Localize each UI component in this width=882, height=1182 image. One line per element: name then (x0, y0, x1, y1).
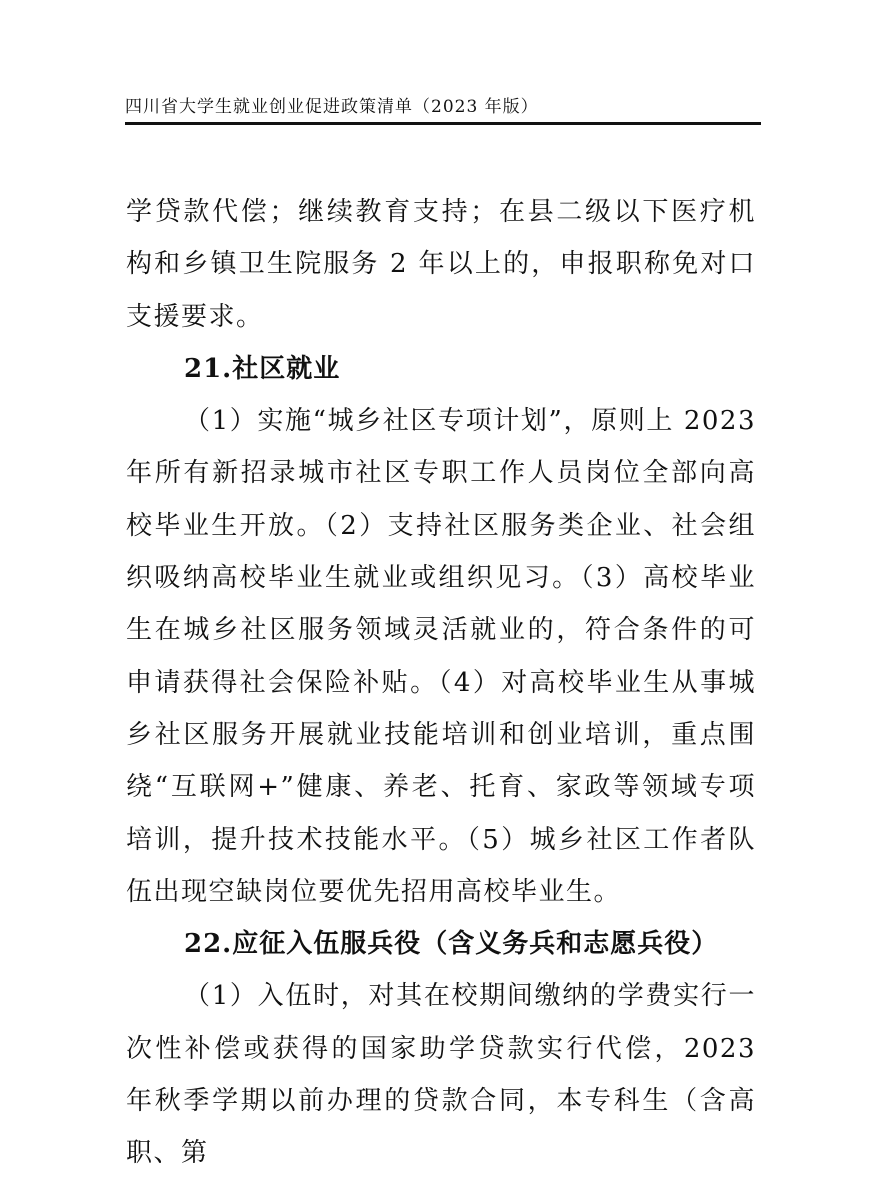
document-body (126, 186, 756, 1180)
section-22-paragraph: （1）入伍时，对其在校期间缴纳的学费实行一次性补偿或获得的国家助学贷款实行代偿，2023 年秋季学期以前办理的贷款合同，本专科生（含高职、第 (126, 981, 756, 1169)
section-21-heading: 21.社区就业 (184, 353, 341, 384)
page-header-title: 四川省大学生就业创业促进政策清单（2023 年版） (125, 97, 539, 117)
header-divider (125, 122, 761, 125)
section-21-paragraph: （1）实施“城乡社区专项计划”，原则上 2023 年所有新招录城市社区专职工作人员岗位全部向高校毕业生开放。（2）支持社区服务类企业、社会组织吸纳高校毕业生就业或组织见习。（3）高校毕业生在城乡社区服务领域灵活就业的，符合条件的可申请获得社会保险补贴。（4）对高校毕业生从事城乡社区服务开展就业技能培训和创业培训，重点围绕“互联网+”健康、养老、托育、家政等领域专项培训，提升技术技能水平。（5）城乡社区工作者队伍出现空缺岗位要优先招用高校毕业生。 (126, 406, 756, 907)
section-22-heading: 22.应征入伍服兵役（含义务兵和志愿兵役） (184, 929, 719, 960)
continuation-paragraph: 学贷款代偿；继续教育支持；在县二级以下医疗机构和乡镇卫生院服务 2 年以上的，申报职称免对口支援要求。 (126, 197, 756, 332)
